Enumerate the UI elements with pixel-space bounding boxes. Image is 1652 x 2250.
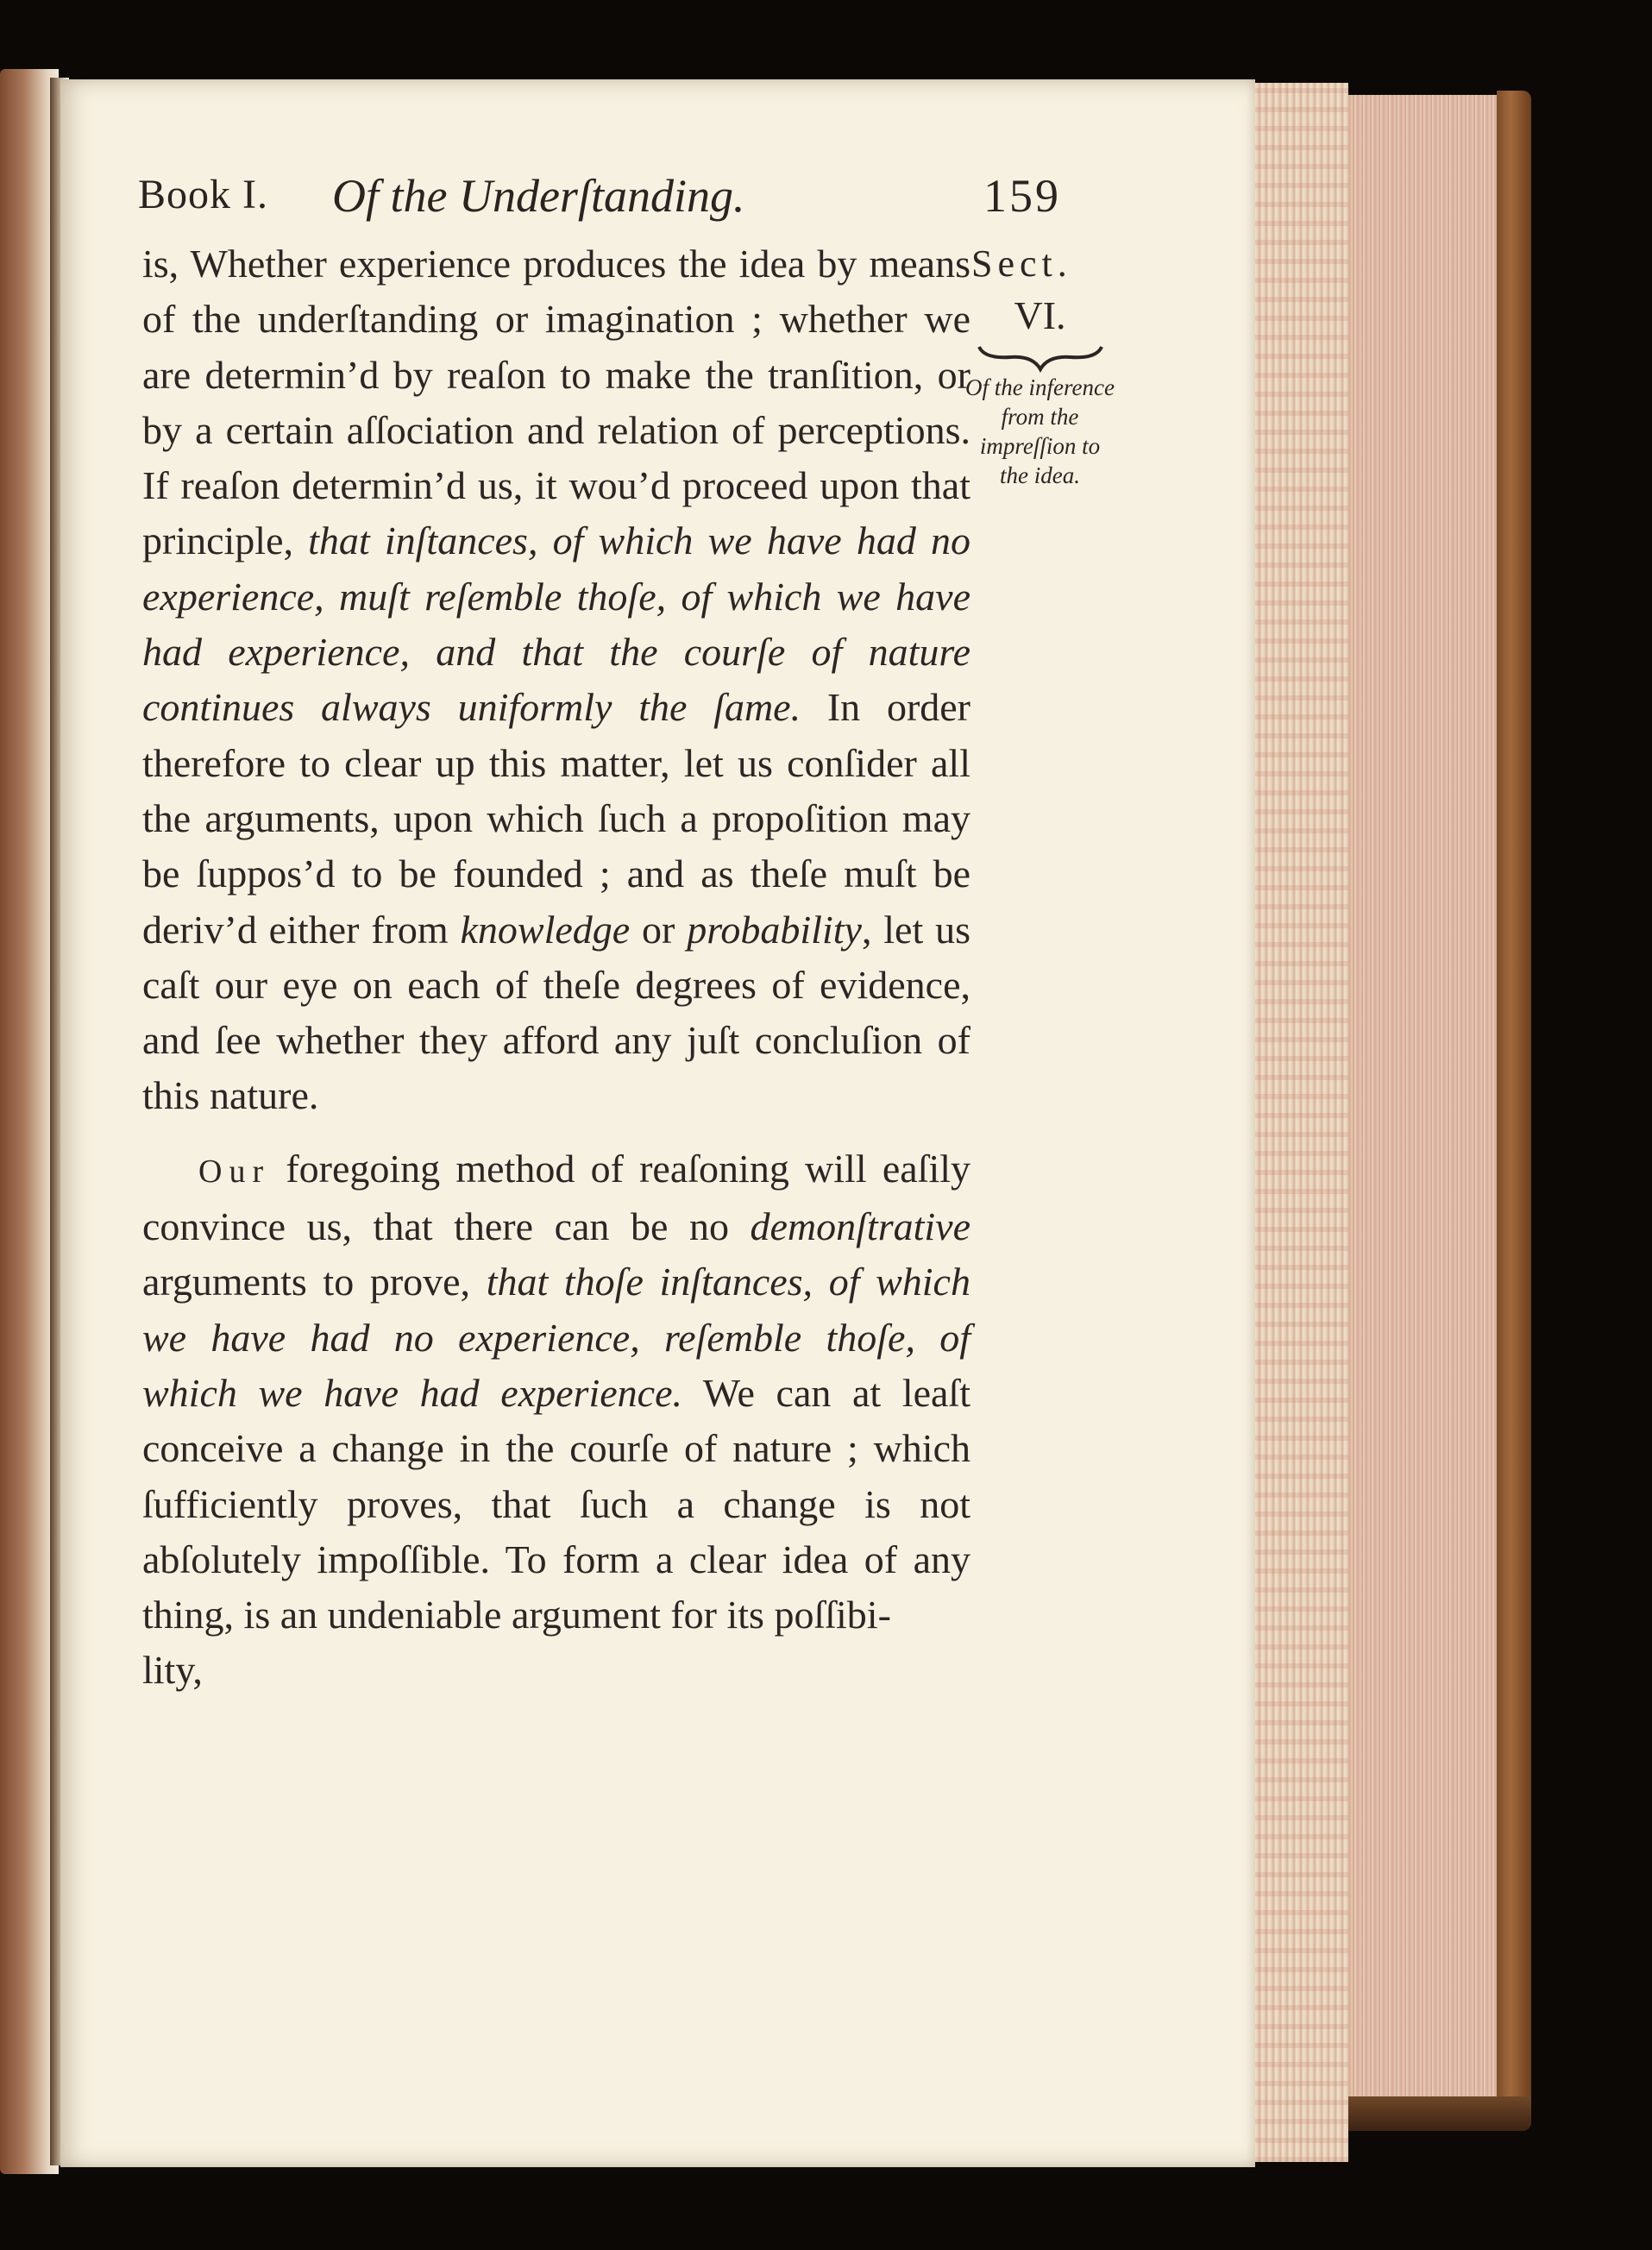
running-header bbox=[138, 162, 1104, 240]
paragraph-2 bbox=[142, 1141, 970, 1644]
italic-run: probability bbox=[687, 907, 862, 952]
margin-note bbox=[964, 240, 1115, 490]
body-text bbox=[142, 236, 970, 1699]
text-run: We can at leaſt conceive a change in the courſe of nature ; which ſufficiently proves, that ſuch a change is not abſolutely impoſſible. To form a clear idea of any thing, is an undeniable argument for its poſſibi- bbox=[142, 1370, 970, 1637]
margin-gloss: Of the inference from the impreſſion to the idea. bbox=[965, 374, 1115, 488]
small-caps-run: Our bbox=[198, 1153, 271, 1190]
text-run: In order therefore to clear up this matter, let us conſider all the arguments, upon which ſuch a propoſition may be ſuppos’d to be founded ; and as theſe muſt be deriv’d either from bbox=[142, 685, 970, 952]
catchword: lity, bbox=[142, 1648, 203, 1693]
paragraph-1 bbox=[142, 236, 970, 1124]
text-run: or bbox=[630, 907, 688, 952]
section-number: VI. bbox=[1014, 293, 1066, 337]
text-run: arguments to prove, bbox=[142, 1260, 487, 1304]
italic-run: knowledge bbox=[460, 907, 631, 952]
header-title: Of the Underſtanding. bbox=[332, 170, 745, 222]
brace-ornament-icon bbox=[976, 342, 1105, 373]
page-number: 159 bbox=[983, 170, 1061, 222]
italic-run: that thoſe inſtances, of which we have had no experience, reſemble thoſe, of which we have had experience. bbox=[142, 1260, 970, 1415]
italic-run: that inſtances, of which we have had no experience, muſt reſemble thoſe, of which we have had experience, and that the courſe of nature continues always uniformly the ſame. bbox=[142, 519, 970, 730]
italic-run: demonſtrative bbox=[750, 1204, 970, 1249]
header-book: Book I. bbox=[138, 172, 268, 217]
text-run: , let us caſt our eye on each of theſe degrees of evidence, and ſee whether they afford any juſt concluſion of this nature. bbox=[142, 907, 970, 1118]
page-fore-edge bbox=[1255, 83, 1348, 2162]
book-cover-edge bbox=[1497, 91, 1531, 2118]
text-block-edge bbox=[1346, 95, 1510, 2105]
text-run: is, Whether experience produces the idea by means of the underſtanding or imagination ; whether we are determin’d by reaſon to make the tranſition, or by a certain aſſociation and relation of perceptions. If reaſon determin’d us, it wou’d proceed upon that principle, bbox=[142, 242, 970, 563]
text-run: foregoing method of reaſoning will eaſily convince us, that there can be no bbox=[142, 1146, 970, 1249]
section-label: Sect. bbox=[971, 242, 1072, 285]
